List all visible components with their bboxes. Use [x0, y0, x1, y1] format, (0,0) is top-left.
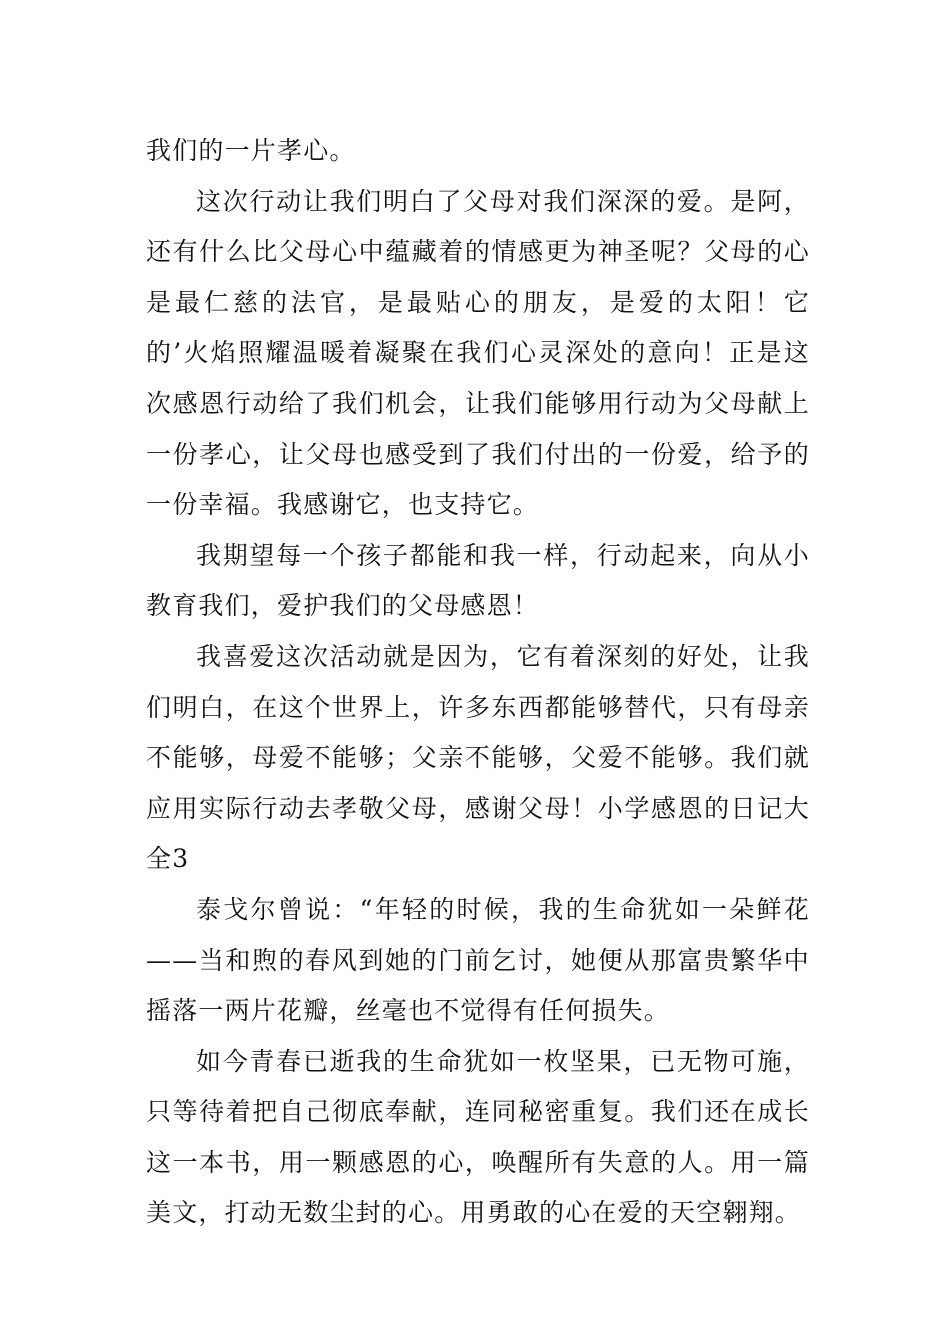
- paragraph-2: 这次行动让我们明白了父母对我们深深的爱。是阿，还有什么比父母心中蕴藏着的情感更为神圣呢？父母的心是最仁慈的法官，是最贴心的朋友，是爱的太阳！它的’火焰照耀温暖着凝聚在我们心灵深处的意向！正是这次感恩行动给了我们机会，让我们能够用行动为父母献上一份孝心，让父母也感受到了我们付出的一份爱，给予的一份幸福。我感谢它，也支持它。: [146, 186, 810, 520]
- paragraph-1: 我们的一片孝心。: [146, 136, 356, 165]
- paragraph-5: 泰戈尔曾说：“年轻的时候，我的生命犹如一朵鲜花——当和煦的春风到她的门前乞讨，她便从那富贵繁华中摇落一两片花瓣，丝毫也不觉得有任何损失。: [146, 894, 810, 1026]
- paragraph-6: 如今青春已逝我的生命犹如一枚坚果，已无物可施，只等待着把自己彻底奉献，连同秘密重复。我们还在成长这一本书，用一颗感恩的心，唤醒所有失意的人。用一篇美文，打动无数尘封的心。用勇敢的心在爱的天空翱翔。: [146, 1046, 810, 1228]
- paragraph-3: 我期望每一个孩子都能和我一样，行动起来，向从小教育我们，爱护我们的父母感恩！: [146, 540, 810, 621]
- paragraph-4: 我喜爱这次活动就是因为，它有着深刻的好处，让我们明白，在这个世界上，许多东西都能够替代，只有母亲不能够，母爱不能够；父亲不能够，父爱不能够。我们就应用实际行动去孝敬父母，感谢父母！小学感恩的日记大全3: [146, 641, 810, 874]
- document-body: [146, 126, 810, 1239]
